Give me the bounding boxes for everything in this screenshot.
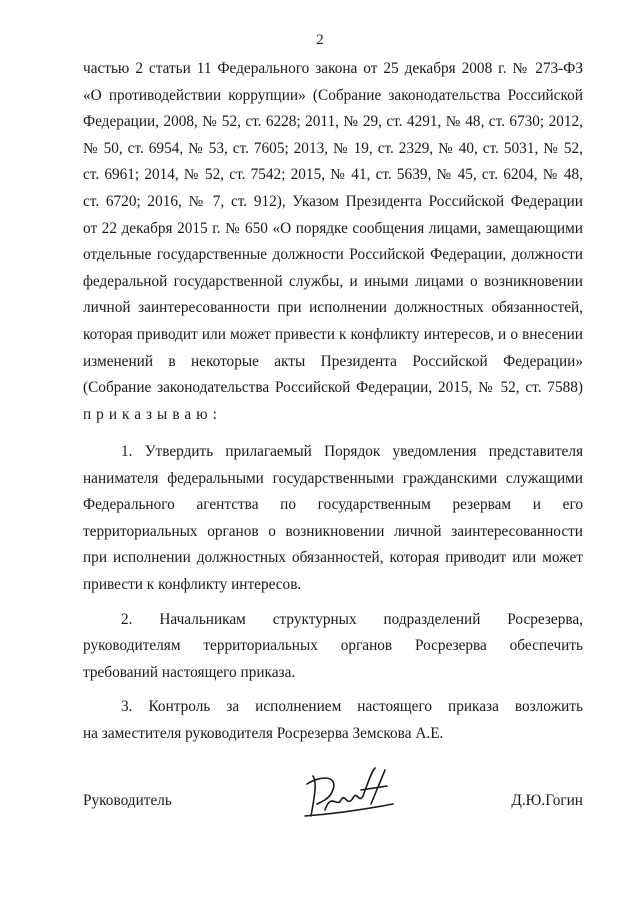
item-line: территориальных органов о возникновении личной заинтересованности [83, 522, 583, 540]
handwritten-signature [301, 764, 401, 826]
item-line: 1. Утвердить прилагаемый Порядок уведомления представителя [121, 443, 583, 460]
intro-line: федеральной государственной службы, и иными лицами о возникновении [83, 272, 583, 290]
item-line: на заместителя руководителя Росрезерва Земскова А.Е. [83, 724, 444, 742]
intro-line: изменений в некоторые акты Президента Российской Федерации» [83, 352, 583, 370]
item-line: 3. Контроль за исполнением настоящего приказа возложить [121, 698, 583, 716]
intro-line: № 50, ст. 6954, № 53, ст. 7605; 2013, № 19, ст. 2329, № 40, ст. 5031, № 52, [83, 139, 583, 157]
item-line: привести к конфликту интересов. [83, 575, 302, 593]
intro-line: ст. 6720; 2016, № 7, ст. 912), Указом Президента Российской Федерации [83, 192, 583, 210]
signatory-name: Д.Ю.Гогин [511, 792, 583, 809]
item-line: 2. Начальникам структурных подразделений Росрезерва, [121, 610, 583, 628]
intro-line: которая приводит или может привести к конфликту интересов, и о внесении [83, 325, 583, 343]
item-line: Федерального агентства по государственным резервам и его [83, 496, 583, 514]
item-line: руководителям территориальных органов Росрезерва обеспечить [83, 637, 583, 655]
intro-line: ст. 6961; 2014, № 52, ст. 7542; 2015, № 41, ст. 5639, № 45, ст. 6204, № 48, [83, 166, 583, 184]
order-word: приказываю: [83, 405, 222, 423]
item-line: нанимателя федеральными государственными гражданскими служащими [83, 469, 583, 487]
signature-block [83, 786, 583, 826]
intro-line: отдельные государственные должности Российской Федерации, должности [83, 246, 583, 264]
intro-line: личной заинтересованности при исполнении должностных обязанностей, [83, 299, 583, 317]
intro-line: (Собрание законодательства Российской Федерации, 2015, № 52, ст. 7588) [83, 379, 583, 397]
order-items [83, 439, 583, 748]
intro-line: частью 2 статьи 11 Федерального закона от 25 декабря 2008 г. № 273-ФЗ [83, 60, 583, 77]
intro-line: Федерации, 2008, № 52, ст. 6228; 2011, № 29, ст. 4291, № 48, ст. 6730; 2012, [83, 113, 583, 131]
intro-line: «О противодействии коррупции» (Собрание законодательства Российской [83, 86, 583, 104]
intro-paragraph [83, 56, 583, 428]
page-number: 2 [316, 32, 324, 48]
order-item-3 [83, 694, 583, 747]
intro-line: от 22 декабря 2015 г. № 650 «О порядке сообщения лицами, замещающими [83, 219, 583, 237]
item-line: при исполнении должностных обязанностей, которая приводит или может [83, 549, 583, 567]
item-line: требований настоящего приказа. [83, 663, 296, 681]
signatory-title: Руководитель [83, 792, 172, 809]
order-item-2 [83, 607, 583, 687]
order-item-1 [83, 439, 583, 599]
